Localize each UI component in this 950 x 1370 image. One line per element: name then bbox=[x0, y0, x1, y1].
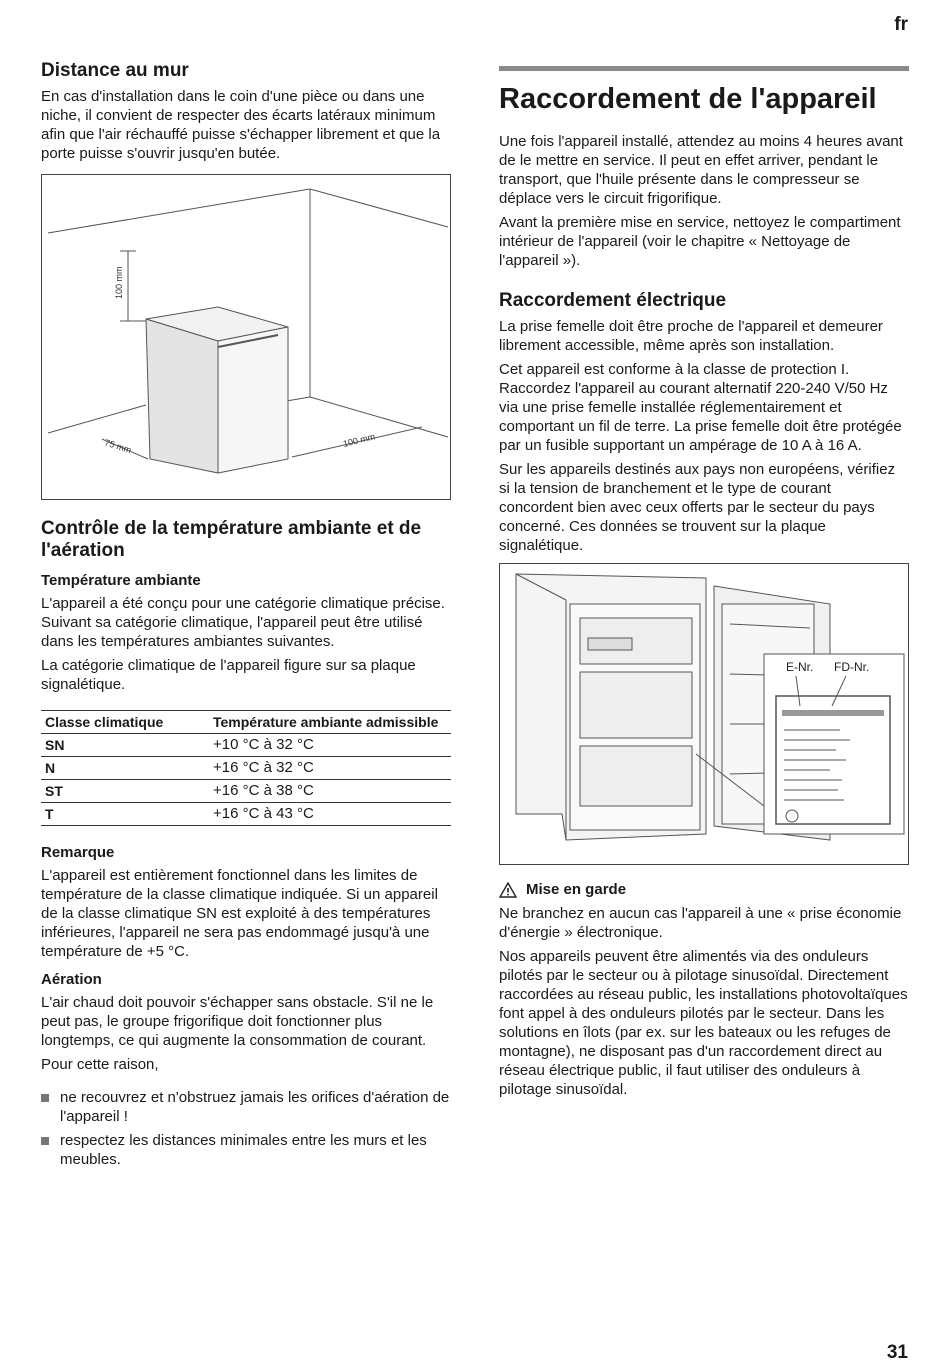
aeration-heading: Aération bbox=[41, 971, 102, 988]
controle-heading: Contrôle de la température ambiante et de l'aération bbox=[41, 518, 422, 561]
warning-text-1: Ne branchez en aucun cas l'appareil à une « prise économie d'énergie » électronique. bbox=[499, 905, 902, 941]
remarque-heading: Remarque bbox=[41, 844, 115, 861]
distance-heading: Distance au mur bbox=[41, 60, 189, 81]
table-row bbox=[41, 757, 451, 780]
table-cell: +16 °C à 38 °C bbox=[209, 780, 451, 803]
language-tag: fr bbox=[894, 14, 908, 35]
left-column bbox=[41, 60, 451, 1174]
table-cell: +16 °C à 32 °C bbox=[209, 757, 451, 780]
table-row bbox=[41, 780, 451, 803]
list-item: respectez les distances minimales entre les murs et les meubles. bbox=[41, 1131, 451, 1169]
table-cell: N bbox=[41, 757, 209, 780]
warning-title: Mise en garde bbox=[526, 881, 627, 898]
warning-icon bbox=[499, 882, 517, 898]
raccordement-heading: Raccordement de l'appareil bbox=[499, 66, 909, 116]
warning-heading-row bbox=[499, 881, 909, 898]
fd-nr-label: FD-Nr. bbox=[834, 660, 870, 674]
column-header: Température ambiante admissible bbox=[209, 711, 451, 734]
remarque-text: L'appareil est entièrement fonctionnel dans les limites de température de la classe climatique indiquée. Si un appareil de la classe climatique SN est exploité à des températures inférieures, l'appareil ne sera pas endommagé jusqu'à une température de +5 °C. bbox=[41, 867, 438, 960]
temperature-text-2: La catégorie climatique de l'appareil figure sur sa plaque signalétique. bbox=[41, 657, 416, 693]
table-cell: ST bbox=[41, 780, 209, 803]
top-clearance-label: 100 mm bbox=[114, 266, 124, 299]
back-clearance-label: 100 mm bbox=[342, 431, 377, 449]
climate-class-table bbox=[41, 710, 451, 826]
distance-text: En cas d'installation dans le coin d'une pièce ou dans une niche, il convient de respecter des écarts latéraux minimum afin que l'air réchauffé puisse s'échapper librement et que la porte puisse s'ouvrir jusqu'en butée. bbox=[41, 88, 441, 162]
electrique-text-3: Sur les appareils destinés aux pays non européens, vérifiez si la tension de branchement et le type de courant concordent bien avec ceux offerts par le secteur du pays concerné. Ces données se trouvent sur la plaque signalétique. bbox=[499, 461, 896, 554]
raccordement-text-1: Une fois l'appareil installé, attendez au moins 4 heures avant de le mettre en service. Il peut en effet arriver, pendant le transport, que l'huile présente dans le compresseur se déplace vers le circuit frigorifique. bbox=[499, 133, 903, 207]
list-item: ne recouvrez et n'obstruez jamais les orifices d'aération de l'appareil ! bbox=[41, 1088, 451, 1126]
wall-distance-figure bbox=[41, 174, 451, 500]
table-header-row bbox=[41, 711, 451, 734]
aeration-bullet-list bbox=[41, 1088, 451, 1169]
table-row bbox=[41, 803, 451, 826]
e-nr-label: E-Nr. bbox=[786, 660, 814, 674]
right-column bbox=[499, 66, 909, 1104]
rating-plate-figure bbox=[499, 563, 909, 865]
wall-distance-illustration bbox=[42, 175, 450, 499]
table-cell: T bbox=[41, 803, 209, 826]
side-clearance-label: 75 mm bbox=[103, 437, 133, 456]
temperature-heading: Température ambiante bbox=[41, 572, 201, 589]
table-row bbox=[41, 734, 451, 757]
raccordement-text-2: Avant la première mise en service, nettoyez le compartiment intérieur de l'appareil (voir le chapitre « Nettoyage de l'appareil »). bbox=[499, 214, 901, 269]
rating-plate-illustration bbox=[500, 564, 908, 864]
aeration-text-1: L'air chaud doit pouvoir s'échapper sans obstacle. S'il ne le peut pas, le groupe frigorifique doit fonctionner plus longtemps, ce qui augmente la consommation de courant. bbox=[41, 994, 434, 1049]
electrique-heading: Raccordement électrique bbox=[499, 290, 727, 311]
electrique-text-1: La prise femelle doit être proche de l'appareil et demeurer librement accessible, même après son installation. bbox=[499, 318, 883, 354]
aeration-text-2: Pour cette raison, bbox=[41, 1056, 159, 1073]
electrique-text-2: Cet appareil est conforme à la classe de protection I. Raccordez l'appareil au courant alternatif 220-240 V/50 Hz via une prise femelle installée réglementairement et comportant un fil de terre. La prise femelle doit être protégée par un fusible supportant un ampérage de 10 A à 16 A. bbox=[499, 361, 902, 454]
page-number: 31 bbox=[886, 1342, 908, 1363]
table-cell: +16 °C à 43 °C bbox=[209, 803, 451, 826]
table-cell: +10 °C à 32 °C bbox=[209, 734, 451, 757]
table-cell: SN bbox=[41, 734, 209, 757]
column-header: Classe climatique bbox=[41, 711, 209, 734]
temperature-text-1: L'appareil a été conçu pour une catégorie climatique précise. Suivant sa catégorie climatique, l'appareil peut être utilisé dans les températures ambiantes suivantes. bbox=[41, 595, 445, 650]
warning-text-2: Nos appareils peuvent être alimentés via des onduleurs pilotés par le secteur ou à pilotage sinusoïdal. Directement raccordées au réseau public, les installations photovoltaïques font appel à des onduleurs pilotés par le secteur. Dans les solutions en îlots (par ex. sur les bateaux ou les refuges de montagne), ne disposant pas d'un raccordement direct au réseau électrique public, il faut utiliser des onduleurs à pilotage sinusoïdal. bbox=[499, 948, 908, 1098]
